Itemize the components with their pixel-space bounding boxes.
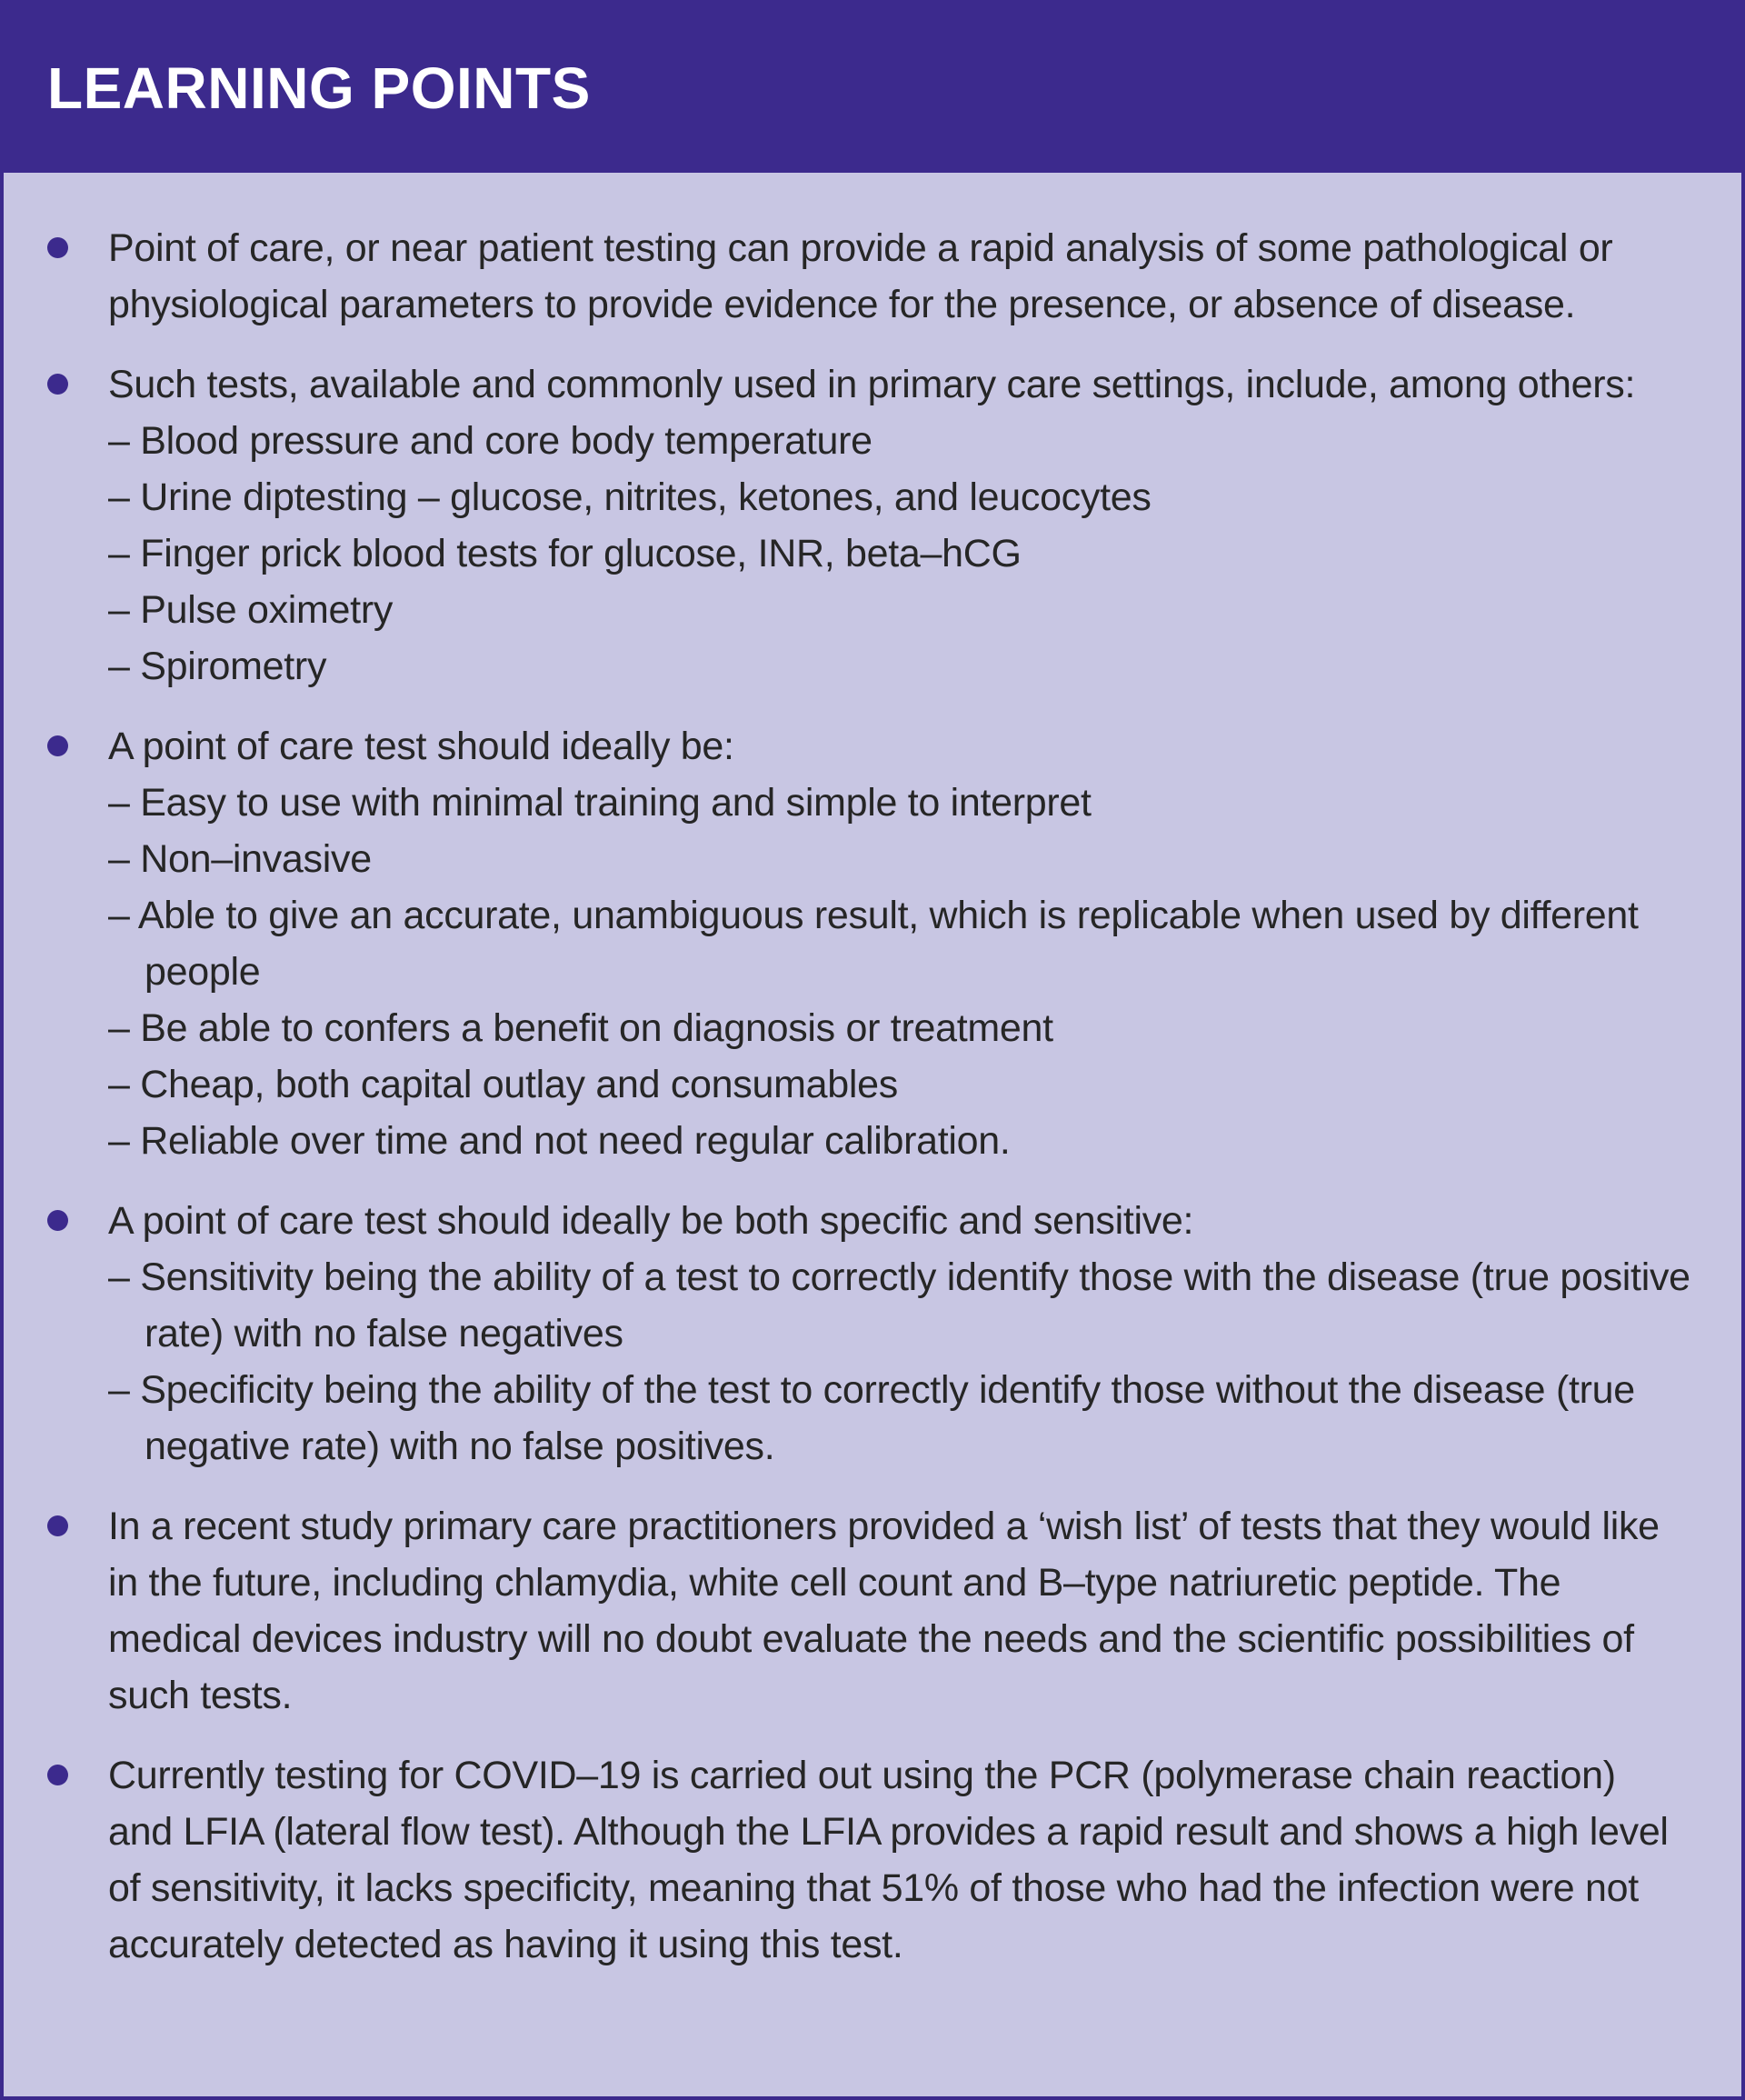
page-title: LEARNING POINTS (47, 55, 591, 121)
list-item (47, 1747, 1690, 1973)
bullet-icon (47, 1210, 68, 1231)
subitem-text: – Be able to confers a benefit on diagnosis or treatment (108, 1006, 1053, 1050)
bullet-icon (47, 1515, 68, 1536)
point-text: Such tests, available and commonly used in primary care settings, include, among others: (108, 363, 1636, 406)
subitem-text: – Reliable over time and not need regular calibration. (108, 1119, 1011, 1163)
point-text: Currently testing for COVID–19 is carried out using the PCR (polymerase chain reaction) and LFIA (lateral flow test). Although the LFIA provides a rapid result and shows a high level of sensitivity, it lacks specificity, meaning that 51% of those who had the infection were not accurately detected as having it using this test. (108, 1754, 1669, 1966)
subitem-text: – Easy to use with minimal training and simple to interpret (108, 781, 1092, 825)
bullet-icon (47, 374, 68, 395)
point-text: In a recent study primary care practitioners provided a ‘wish list’ of tests that they would like in the future, including chlamydia, white cell count and B–type natriuretic peptide. The medical devices industry will no doubt evaluate the needs and the scientific possibilities of such tests. (108, 1505, 1660, 1717)
list-item (47, 356, 1690, 695)
list-item (47, 718, 1690, 1169)
subitem-text: – Non–invasive (108, 837, 372, 881)
subitem-text: – Urine diptesting – glucose, nitrites, ketones, and leucocytes (108, 475, 1152, 519)
point-text: A point of care test should ideally be: (108, 725, 734, 768)
subitem-text: – Sensitivity being the ability of a test to correctly identify those with the disease (true positive rate) with no false negatives (108, 1255, 1690, 1355)
bullet-icon (47, 735, 68, 756)
bullet-icon (47, 1765, 68, 1785)
subitem-text: – Specificity being the ability of the test to correctly identify those without the disease (true negative rate) with no false positives. (108, 1368, 1635, 1468)
subitem-text: – Cheap, both capital outlay and consumables (108, 1063, 898, 1106)
point-text: A point of care test should ideally be both specific and sensitive: (108, 1199, 1194, 1243)
subitem-text: – Pulse oximetry (108, 588, 394, 632)
list-item (47, 1193, 1690, 1475)
point-text: Point of care, or near patient testing can provide a rapid analysis of some pathological or physiological parameters to provide evidence for the presence, or absence of disease. (108, 226, 1613, 326)
subitem-text: – Spirometry (108, 645, 327, 688)
subitem-text: – Finger prick blood tests for glucose, INR, beta–hCG (108, 532, 1022, 575)
list-item (47, 1498, 1690, 1724)
subitem-text: – Blood pressure and core body temperature (108, 419, 872, 463)
list-item (47, 220, 1690, 333)
points-list (4, 173, 1741, 2009)
header-bar (4, 4, 1741, 173)
bullet-icon (47, 237, 68, 258)
subitem-text: – Able to give an accurate, unambiguous result, which is replicable when used by different people (108, 894, 1639, 994)
